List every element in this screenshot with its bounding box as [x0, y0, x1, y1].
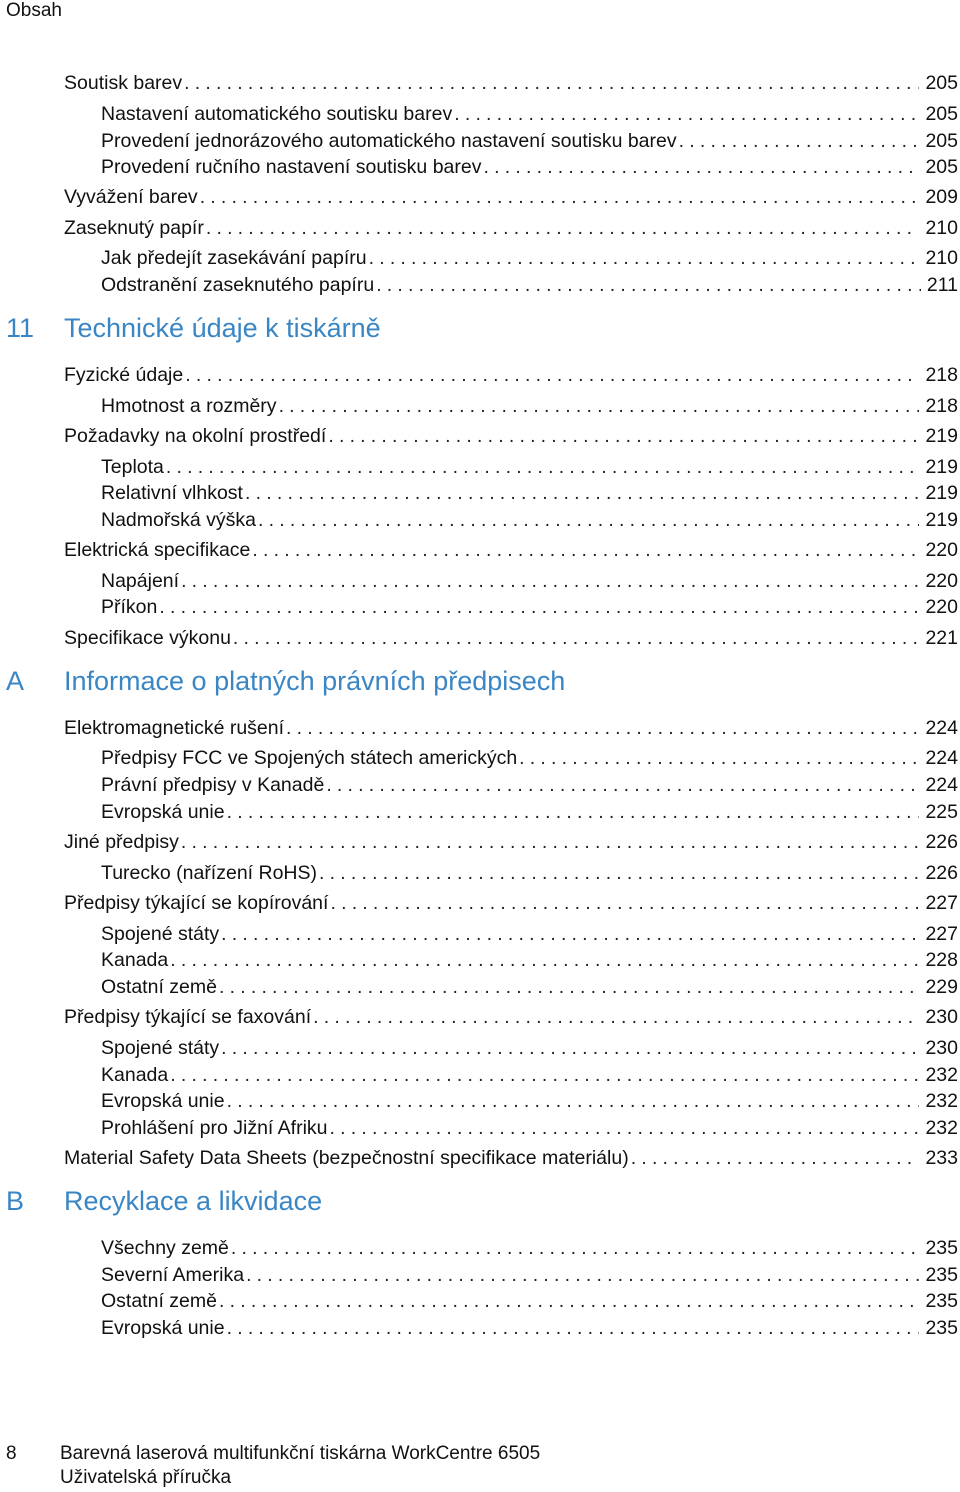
toc-entry-title: Soutisk barev: [64, 72, 183, 94]
dot-leader: [328, 891, 919, 915]
toc-subentry[interactable]: [101, 481, 958, 505]
toc-entry-page: 210: [925, 247, 958, 269]
toc-entry-page: 209: [925, 186, 958, 208]
toc-entry-title: Nastavení automatického soutisku barev: [101, 103, 453, 125]
toc-entry-title: Fyzické údaje: [64, 364, 184, 386]
toc-entry[interactable]: [64, 830, 958, 854]
toc-subentry[interactable]: [101, 948, 958, 972]
toc-entry-title: Prohlášení pro Jižní Afriku: [101, 1117, 328, 1139]
toc-entry[interactable]: [64, 424, 958, 448]
toc-subentry[interactable]: [101, 508, 958, 532]
toc-subentry[interactable]: [101, 394, 958, 418]
toc-entry-title: Zaseknutý papír: [64, 217, 204, 239]
dot-leader: [217, 975, 919, 999]
toc-entry-page: 227: [925, 923, 958, 945]
toc-entry[interactable]: [64, 185, 958, 209]
toc-entry-title: Spojené státy: [101, 1037, 220, 1059]
toc-entry-title: Jak předejít zasekávání papíru: [101, 247, 367, 269]
dot-leader: [677, 129, 920, 153]
toc-entry-page: 211: [926, 274, 958, 296]
toc-entry-page: 220: [925, 539, 958, 561]
dot-leader: [225, 1089, 920, 1113]
chapter-heading[interactable]: [0, 312, 960, 346]
dot-leader: [243, 481, 919, 505]
dot-leader: [164, 455, 920, 479]
toc-entry-page: 205: [925, 103, 958, 125]
toc-entry-page: 205: [925, 130, 958, 152]
dot-leader: [198, 185, 920, 209]
toc-entry-title: Evropská unie: [101, 1090, 225, 1112]
toc-subentry[interactable]: [101, 129, 958, 153]
toc-entry-page: 232: [925, 1064, 958, 1086]
toc-entry-page: 219: [925, 425, 958, 447]
toc-entry-page: 230: [925, 1006, 958, 1028]
toc-subentry[interactable]: [101, 102, 958, 126]
toc-subentry[interactable]: [101, 569, 958, 593]
toc-entry-page: 219: [925, 456, 958, 478]
dot-leader: [229, 1236, 920, 1260]
toc-subentry[interactable]: [101, 455, 958, 479]
toc-entry[interactable]: [64, 71, 958, 95]
toc-entry-page: 224: [925, 717, 958, 739]
toc-subentry[interactable]: [101, 1036, 958, 1060]
toc-subentry[interactable]: [101, 1316, 958, 1340]
chapter-heading[interactable]: [0, 1185, 960, 1219]
toc-entry[interactable]: [64, 216, 958, 240]
toc-entry-page: 219: [925, 509, 958, 531]
toc-entry-page: 232: [925, 1117, 958, 1139]
toc-entry-page: 235: [925, 1290, 958, 1312]
dot-leader: [317, 861, 919, 885]
toc-entry-page: 218: [925, 395, 958, 417]
toc-entry-title: Napájení: [101, 570, 180, 592]
toc-entry-title: Relativní vlhkost: [101, 482, 243, 504]
toc-subentry[interactable]: [101, 861, 958, 885]
toc-entry-page: 227: [925, 892, 958, 914]
dot-leader: [179, 830, 920, 854]
dot-leader: [179, 569, 919, 593]
chapter-title: Recyklace a likvidace: [64, 1186, 323, 1216]
toc-subentry[interactable]: [101, 1116, 958, 1140]
dot-leader: [517, 746, 919, 770]
dot-leader: [168, 948, 919, 972]
dot-leader: [219, 922, 919, 946]
dot-leader: [277, 394, 920, 418]
dot-leader: [168, 1063, 919, 1087]
toc-entry-title: Turecko (nařízení RoHS): [101, 862, 318, 884]
toc-entry-title: Ostatní země: [101, 1290, 217, 1312]
dot-leader: [452, 102, 919, 126]
dot-leader: [183, 363, 919, 387]
toc-entry[interactable]: [64, 1005, 958, 1029]
toc-entry-title: Spojené státy: [101, 923, 220, 945]
toc-entry-page: 235: [925, 1317, 958, 1339]
toc-entry-page: 205: [925, 72, 958, 94]
toc-entry-page: 226: [925, 831, 958, 853]
dot-leader: [231, 626, 920, 650]
toc-entry-title: Teplota: [101, 456, 164, 478]
toc-entry-page: 235: [925, 1264, 958, 1286]
dot-leader: [244, 1263, 919, 1287]
toc-entry-page: 220: [925, 570, 958, 592]
toc-subentry[interactable]: [101, 975, 958, 999]
toc-entry-page: 233: [925, 1147, 958, 1169]
dot-leader: [328, 1116, 920, 1140]
toc-entry-page: 210: [925, 217, 958, 239]
dot-leader: [374, 273, 921, 297]
toc-entry-title: Odstranění zaseknutého papíru: [101, 274, 375, 296]
toc-subentry[interactable]: [101, 155, 958, 179]
toc-entry-title: Evropská unie: [101, 801, 225, 823]
toc-entry-title: Ostatní země: [101, 976, 217, 998]
toc-entry-title: Nadmořská výška: [101, 509, 256, 531]
chapter-title: Technické údaje k tiskárně: [64, 313, 381, 343]
dot-leader: [225, 1316, 920, 1340]
toc-entry-title: Požadavky na okolní prostředí: [64, 425, 327, 447]
toc-entry-title: Elektrická specifikace: [64, 539, 251, 561]
toc-entry-page: 221: [925, 627, 958, 649]
toc-entry-page: 229: [925, 976, 958, 998]
toc-entry-title: Provedení ručního nastavení soutisku barev: [101, 156, 482, 178]
chapter-number: 11: [6, 313, 35, 343]
toc-subentry[interactable]: [101, 773, 958, 797]
toc-entry-title: Severní Amerika: [101, 1264, 245, 1286]
toc-entry-page: 220: [925, 596, 958, 618]
toc-subentry[interactable]: [101, 1089, 958, 1113]
toc-subentry[interactable]: [101, 273, 958, 297]
toc-entry[interactable]: [64, 363, 958, 387]
toc-entry-title: Evropská unie: [101, 1317, 225, 1339]
toc-entry-page: 224: [925, 747, 958, 769]
toc-entry-title: Specifikace výkonu: [64, 627, 231, 649]
chapter-number: A: [6, 666, 25, 696]
toc-entry-page: 224: [925, 774, 958, 796]
toc-entry[interactable]: [64, 1146, 958, 1170]
toc-subentry[interactable]: [101, 595, 958, 619]
footer-page-number: 8: [6, 1443, 17, 1464]
chapter-title: Informace o platných právních předpisech: [64, 666, 566, 696]
toc-entry[interactable]: [64, 891, 958, 915]
toc-entry-page: 232: [925, 1090, 958, 1112]
dot-leader: [250, 538, 919, 562]
toc-subentry[interactable]: [101, 246, 958, 270]
toc-entry-title: Hmotnost a rozměry: [101, 395, 277, 417]
toc-entry-page: 226: [925, 862, 958, 884]
toc-entry-title: Jiné předpisy: [64, 831, 179, 853]
toc-subentry[interactable]: [101, 1289, 958, 1313]
footer-product-name: Barevná laserová multifunkční tiskárna WorkCentre 6505: [60, 1443, 541, 1464]
toc-entry-page: 205: [925, 156, 958, 178]
dot-leader: [157, 595, 919, 619]
toc-entry-title: Předpisy týkající se kopírování: [64, 892, 329, 914]
toc-subentry[interactable]: [101, 922, 958, 946]
toc-entry-title: Předpisy týkající se faxování: [64, 1006, 312, 1028]
chapter-heading[interactable]: [0, 665, 960, 699]
toc-entry-title: Vyvážení barev: [64, 186, 198, 208]
toc-entry[interactable]: [64, 626, 958, 650]
dot-leader: [311, 1005, 919, 1029]
dot-leader: [324, 773, 919, 797]
dot-leader: [182, 71, 919, 95]
toc-entry-page: 228: [925, 949, 958, 971]
toc-entry-page: 235: [925, 1237, 958, 1259]
dot-leader: [481, 155, 919, 179]
dot-leader: [367, 246, 920, 270]
toc-entry-title: Kanada: [101, 949, 169, 971]
toc-entry-title: Provedení jednorázového automatického nastavení soutisku barev: [101, 130, 677, 152]
toc-entry-title: Všechny země: [101, 1237, 229, 1259]
toc-subentry[interactable]: [101, 746, 958, 770]
toc-entry-title: Příkon: [101, 596, 158, 618]
toc-subentry[interactable]: [101, 1063, 958, 1087]
toc-entry[interactable]: [64, 716, 958, 740]
toc-entry-page: 219: [925, 482, 958, 504]
dot-leader: [225, 800, 920, 824]
running-header: Obsah: [6, 0, 62, 21]
toc-entry[interactable]: [64, 538, 958, 562]
toc-entry-page: 230: [925, 1037, 958, 1059]
toc-entry-title: Kanada: [101, 1064, 169, 1086]
footer-document-title: Uživatelská příručka: [60, 1467, 232, 1488]
dot-leader: [256, 508, 919, 532]
chapter-number: B: [6, 1186, 25, 1216]
toc-subentry[interactable]: [101, 1236, 958, 1260]
dot-leader: [219, 1036, 919, 1060]
toc-subentry[interactable]: [101, 1263, 958, 1287]
toc-entry-page: 225: [925, 801, 958, 823]
dot-leader: [284, 716, 919, 740]
toc-entry-title: Elektromagnetické rušení: [64, 717, 285, 739]
toc-subentry[interactable]: [101, 800, 958, 824]
toc-entry-page: 218: [925, 364, 958, 386]
dot-leader: [326, 424, 919, 448]
toc-entry-title: Právní předpisy v Kanadě: [101, 774, 325, 796]
dot-leader: [217, 1289, 919, 1313]
toc-entry-title: Material Safety Data Sheets (bezpečnostní specifikace materiálu): [64, 1147, 629, 1169]
toc-entry-title: Předpisy FCC ve Spojených státech amerických: [101, 747, 518, 769]
dot-leader: [204, 216, 920, 240]
dot-leader: [629, 1146, 920, 1170]
